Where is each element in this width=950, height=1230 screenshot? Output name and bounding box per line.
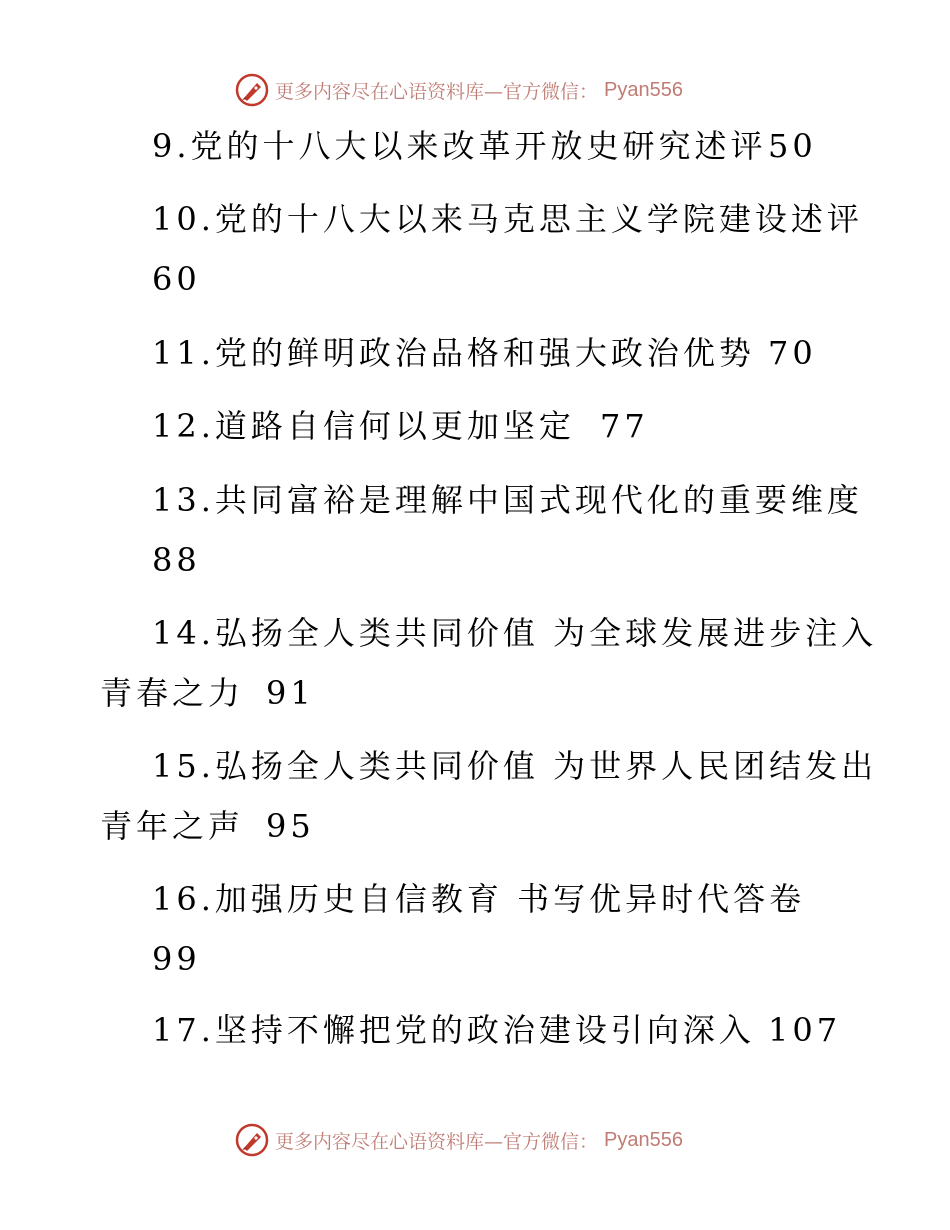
toc-item-number: 11.: [152, 334, 215, 372]
toc-item-page: 95: [266, 807, 315, 845]
toc-item-11[interactable]: [152, 333, 755, 373]
toc-item-number: 14.: [152, 614, 215, 652]
toc-item-page: 91: [266, 674, 315, 712]
watermark-wechat-id: Pyan556: [604, 78, 683, 101]
toc-item-10[interactable]: [152, 199, 863, 239]
toc-item-number: 9.: [152, 127, 191, 165]
toc-item-title-line1: 弘扬全人类共同价值 为全球发展进步注入: [214, 614, 878, 652]
toc-item-15-continuation[interactable]: [100, 806, 244, 846]
toc-item-number: 16.: [152, 880, 215, 918]
toc-item-number: 12.: [152, 407, 215, 445]
toc-item-page: 107: [768, 1011, 842, 1049]
toc-item-page: 99: [152, 940, 201, 978]
toc-item-title: 党的鲜明政治品格和强大政治优势: [214, 334, 755, 372]
toc-item-13[interactable]: [152, 480, 863, 520]
toc-item-number: 10.: [152, 200, 215, 238]
toc-item-title: 党的十八大以来马克思主义学院建设述评: [214, 200, 863, 238]
toc-item-14-continuation[interactable]: [100, 673, 244, 713]
toc-item-16[interactable]: [152, 879, 805, 919]
toc-item-number: 13.: [152, 481, 215, 519]
toc-item-number: 15.: [152, 747, 215, 785]
toc-item-title: 坚持不懈把党的政治建设引向深入: [214, 1011, 755, 1049]
toc-item-title: 道路自信何以更加坚定: [214, 407, 575, 445]
toc-item-15[interactable]: [152, 746, 877, 786]
toc-item-9[interactable]: [152, 126, 767, 166]
toc-item-17[interactable]: [152, 1010, 755, 1050]
toc-item-page: 50: [768, 127, 817, 165]
toc-item-page: 77: [600, 407, 649, 445]
toc-item-title: 加强历史自信教育 书写优异时代答卷: [214, 880, 806, 918]
toc-item-page: 70: [768, 334, 817, 372]
toc-item-page: 60: [152, 260, 201, 298]
watermark-banner-top: [0, 70, 950, 110]
toc-item-title: 党的十八大以来改革开放史研究述评: [190, 127, 767, 165]
toc-item-number: 17.: [152, 1011, 215, 1049]
toc-item-title-line2: 青年之声: [100, 807, 245, 845]
watermark-banner-bottom: [0, 1120, 950, 1160]
toc-item-12[interactable]: [152, 406, 575, 446]
watermark-text: 更多内容尽在心语资料库—官方微信：: [275, 1130, 599, 1153]
toc-item-title-line2: 青春之力: [100, 674, 245, 712]
toc-item-title-line1: 弘扬全人类共同价值 为世界人民团结发出: [214, 747, 878, 785]
pen-logo-icon: [235, 73, 269, 107]
toc-item-page: 88: [152, 541, 201, 579]
toc-item-title: 共同富裕是理解中国式现代化的重要维度: [214, 481, 863, 519]
pen-logo-icon: [235, 1123, 269, 1157]
watermark-wechat-id: Pyan556: [604, 1128, 683, 1151]
toc-item-14[interactable]: [152, 613, 877, 653]
watermark-text: 更多内容尽在心语资料库—官方微信：: [275, 80, 599, 103]
